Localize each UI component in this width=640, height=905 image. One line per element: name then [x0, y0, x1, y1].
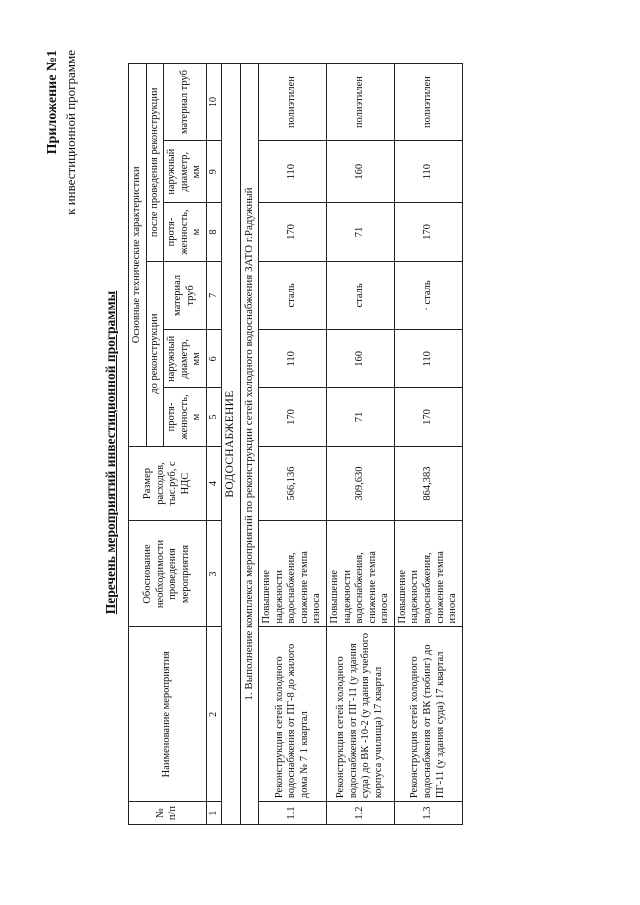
row-cost: 864,383 — [394, 446, 462, 521]
row-cost: 566,136 — [258, 446, 326, 521]
header-before: до реконструкции — [146, 261, 164, 446]
column-number: 8 — [206, 203, 221, 261]
header-length-after: протя-женность, м — [164, 203, 207, 261]
column-number: 2 — [206, 627, 221, 802]
row-material-after: полиэтилен — [394, 64, 462, 141]
column-number: 5 — [206, 388, 221, 446]
row-num: 1.1 — [258, 802, 326, 825]
section-title: ВОДОСНАБЖЕНИЕ — [221, 64, 240, 825]
header-main-characteristics: Основные технические характеристики — [129, 64, 147, 447]
row-length-after: 170 — [394, 203, 462, 261]
header-length-before: протя-женность, м — [164, 388, 207, 446]
header-after: после проведения реконструкции — [146, 64, 164, 262]
appendix-label: Приложение №1 — [45, 50, 60, 155]
row-diameter-after: 160 — [326, 141, 394, 203]
row-cost: 309,630 — [326, 446, 394, 521]
row-diameter-before: 110 — [258, 330, 326, 388]
row-num: 1.3 — [394, 802, 462, 825]
table-row — [394, 64, 462, 825]
row-basis: Повышение надежности водоснабжения, снижение темпа износа — [326, 521, 394, 627]
header-name: Наименование мероприятия — [129, 627, 207, 802]
header-material-before: материал труб — [164, 261, 207, 330]
row-material-before: · сталь — [394, 261, 462, 330]
column-number: 9 — [206, 141, 221, 203]
subsection-title: 1. Выполнение комплекса мероприятий по реконструкции сетей холодного водоснабжения ЗАТО г.Радужный — [240, 64, 258, 825]
header-basis: Обоснование необходимости проведения мероприятия — [129, 521, 207, 627]
header-cost: Размер расходов, тыс.руб, с НДС — [129, 446, 207, 521]
row-material-after: полиэтилен — [258, 64, 326, 141]
header-diameter-before: наружный диаметр, мм — [164, 330, 207, 388]
document-title: Перечень мероприятий инвестиционной программы — [103, 290, 118, 615]
table-row — [326, 64, 394, 825]
section-row — [221, 64, 240, 825]
table-row — [258, 64, 326, 825]
row-name: Реконструкция сетей холодного водоснабжения от ВК (тюбинг) до ПГ-11 (у здания суда) 17 квартал — [394, 627, 462, 802]
column-number-row — [206, 64, 221, 825]
column-number: 6 — [206, 330, 221, 388]
row-length-before: 71 — [326, 388, 394, 446]
column-number: 7 — [206, 261, 221, 330]
header-material-after: материал труб — [164, 64, 207, 141]
row-length-before: 170 — [394, 388, 462, 446]
header-diameter-after: наружный диаметр, мм — [164, 141, 207, 203]
row-basis: Повышение надежности водоснабжения, снижение темпа износа — [258, 521, 326, 627]
row-name: Реконструкция сетей холодного водоснабжения от ПГ-11 (у здания суда) до ВК -10-2 (у здания учебного корпуса училища) 17 квартал — [326, 627, 394, 802]
row-num: 1.2 — [326, 802, 394, 825]
column-number: 1 — [206, 802, 221, 825]
row-length-after: 71 — [326, 203, 394, 261]
appendix-subtitle: к инвестиционной программе — [63, 50, 78, 215]
row-name: Реконструкция сетей холодного водоснабжения от ПГ-8 до жилого дома № 7 1 квартал — [258, 627, 326, 802]
column-number: 10 — [206, 64, 221, 141]
row-basis: Повышение надежности водоснабжения, снижение темпа износа — [394, 521, 462, 627]
row-diameter-after: 110 — [258, 141, 326, 203]
row-diameter-before: 110 — [394, 330, 462, 388]
row-material-before: сталь — [326, 261, 394, 330]
measures-table — [128, 63, 463, 825]
row-length-after: 170 — [258, 203, 326, 261]
row-material-after: полиэтилен — [326, 64, 394, 141]
column-number: 4 — [206, 446, 221, 521]
header-num: № п/п — [129, 802, 207, 825]
row-diameter-after: 110 — [394, 141, 462, 203]
column-number: 3 — [206, 521, 221, 627]
header-row-1 — [129, 64, 147, 825]
row-material-before: сталь — [258, 261, 326, 330]
row-length-before: 170 — [258, 388, 326, 446]
subsection-row — [240, 64, 258, 825]
row-diameter-before: 160 — [326, 330, 394, 388]
